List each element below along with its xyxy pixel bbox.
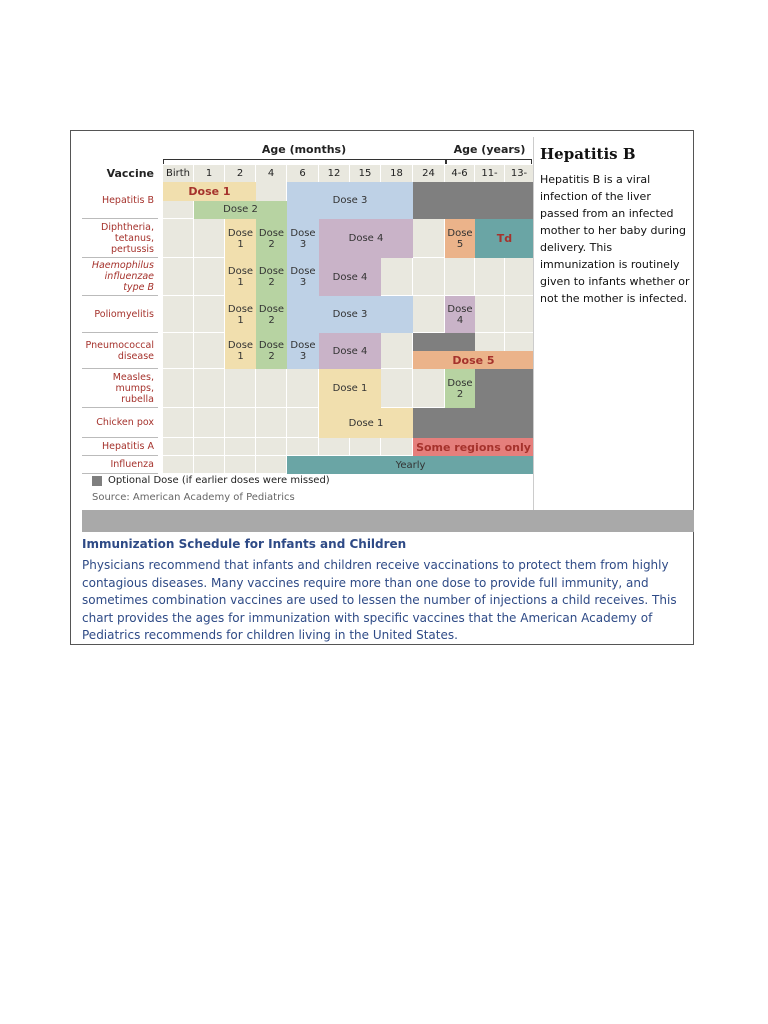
vaccine-name-text: Influenza — [110, 459, 154, 470]
schedule-cell — [445, 258, 475, 296]
schedule-cell — [256, 438, 287, 456]
column-header: 6 — [287, 165, 319, 182]
schedule-cell — [194, 438, 225, 456]
column-header: 12 — [319, 165, 350, 182]
legend-label: Optional Dose (if earlier doses were missed) — [108, 475, 330, 486]
dose-bar: Dose 5 — [445, 219, 475, 258]
column-header: Birth — [163, 165, 194, 182]
schedule-cell — [194, 369, 225, 408]
dose-bar: Dose 1 — [225, 296, 256, 333]
schedule-cell — [381, 333, 413, 369]
column-header: 4 — [256, 165, 287, 182]
schedule-cell — [505, 296, 534, 333]
dose-bar: Dose 4 — [319, 333, 381, 369]
schedule-cell — [413, 258, 445, 296]
dose-bar: Dose 4 — [319, 258, 381, 296]
schedule-cell — [163, 369, 194, 408]
schedule-cell — [225, 408, 256, 438]
schedule-cell — [475, 258, 505, 296]
schedule-cell — [225, 456, 256, 474]
vaccine-name — [82, 369, 158, 408]
vaccine-name-text: Chicken pox — [96, 417, 154, 428]
dose-bar: Dose 3 — [287, 182, 413, 219]
vaccine-name — [82, 182, 158, 219]
sidebar-title: Hepatitis B — [540, 145, 636, 163]
schedule-cell — [413, 369, 445, 408]
schedule-cell — [225, 438, 256, 456]
optional-dose-bar — [413, 182, 534, 219]
dose-bar: Dose 2 — [445, 369, 475, 408]
schedule-cell — [194, 456, 225, 474]
vaccine-name-text: Poliomyelitis — [94, 308, 154, 320]
schedule-cell — [505, 258, 534, 296]
schedule-cell — [381, 369, 413, 408]
dose-bar: Dose 4 — [319, 219, 413, 258]
schedule-cell — [194, 333, 225, 369]
schedule-cell — [413, 296, 445, 333]
dose-bar: Dose 4 — [445, 296, 475, 333]
schedule-cell — [413, 219, 445, 258]
schedule-cell — [163, 258, 194, 296]
legend — [92, 475, 330, 486]
schedule-cell — [256, 408, 287, 438]
optional-dose-bar — [475, 369, 534, 408]
gray-divider-bar — [82, 510, 694, 532]
caption-body: Physicians recommend that infants and children receive vaccinations to protect them from highly contagious diseases. Many vaccines require more than one dose to provide full immunity, and sometimes combination vaccines are used to lessen the number of injections a child receives. This chart provides the ages for immunization with specific vaccines that the American Academy of Pediatrics recommends for children living in the United States. — [82, 558, 677, 642]
schedule-cell — [163, 333, 194, 369]
column-header: 24 — [413, 165, 445, 182]
age-months-header: Age (months) — [261, 143, 347, 156]
dose-bar: Dose 3 — [287, 333, 319, 369]
dose-bar: Dose 3 — [287, 219, 319, 258]
age-years-bracket — [445, 159, 532, 164]
dose-bar: Dose 1 — [225, 333, 256, 369]
schedule-cell — [163, 456, 194, 474]
vaccine-column-header: Vaccine — [106, 167, 154, 180]
dose-bar: Dose 3 — [287, 296, 413, 333]
caption-title: Immunization Schedule for Infants and Children — [82, 537, 407, 551]
dose-bar: Some regions only — [413, 438, 534, 456]
dose-bar: Dose 5 — [413, 351, 534, 369]
chart-divider — [533, 137, 534, 511]
column-header: 15 — [350, 165, 381, 182]
schedule-cell — [287, 369, 319, 408]
dose-bar: Dose 3 — [287, 258, 319, 296]
legend-swatch — [92, 476, 102, 486]
vaccine-name — [82, 258, 158, 296]
column-header: 13- — [505, 165, 534, 182]
dose-bar: Dose 2 — [194, 201, 287, 220]
vaccine-name — [82, 456, 158, 474]
optional-dose-bar — [413, 408, 534, 438]
column-header: 1 — [194, 165, 225, 182]
vaccine-name-text: Diphtheria, tetanus, pertussis — [101, 221, 154, 255]
dose-bar: Dose 1 — [225, 258, 256, 296]
dose-bar: Dose 1 — [225, 219, 256, 258]
dose-bar: Dose 2 — [256, 296, 287, 333]
vaccine-name-text: Hepatitis A — [101, 441, 154, 452]
vaccine-name — [82, 219, 158, 258]
column-header: 11- — [475, 165, 505, 182]
sidebar-text: Hepatitis B is a viral infection of the liver passed from an infected mother to her baby during delivery. This immunization is routinely given to infants whether or not the mother is infected. — [540, 173, 690, 305]
schedule-cell — [287, 438, 319, 456]
dose-bar: Dose 2 — [256, 258, 287, 296]
schedule-cell — [350, 438, 381, 456]
schedule-cell — [287, 408, 319, 438]
dose-bar: Dose 1 — [163, 182, 256, 201]
schedule-cell — [381, 438, 413, 456]
column-header: 18 — [381, 165, 413, 182]
schedule-cell — [163, 408, 194, 438]
dose-bar: Dose 1 — [319, 408, 413, 438]
vaccine-name — [82, 408, 158, 438]
dose-bar: Td — [475, 219, 534, 258]
vaccine-name — [82, 333, 158, 369]
vaccine-name-text: Pneumococcal disease — [85, 339, 154, 362]
schedule-cell — [381, 258, 413, 296]
vaccine-name-text: Measles, mumps, rubella — [112, 371, 154, 405]
vaccine-name — [82, 438, 158, 456]
dose-bar: Dose 2 — [256, 333, 287, 369]
schedule-cell — [194, 258, 225, 296]
schedule-cell — [256, 456, 287, 474]
vaccine-name-text: Hepatitis B — [101, 194, 154, 206]
dose-bar: Dose 2 — [256, 219, 287, 258]
schedule-cell — [194, 408, 225, 438]
age-years-header: Age (years) — [453, 143, 526, 156]
schedule-cell — [225, 369, 256, 408]
optional-dose-bar — [413, 333, 475, 351]
figure-frame — [70, 130, 694, 645]
schedule-cell — [194, 219, 225, 258]
schedule-cell — [475, 296, 505, 333]
source-note: Source: American Academy of Pediatrics — [92, 492, 295, 503]
vaccine-name-text: Haemophilus influenzae type B — [91, 260, 154, 293]
column-header: 4-6 — [445, 165, 475, 182]
schedule-cell — [163, 296, 194, 333]
dose-bar: Yearly — [287, 456, 534, 474]
dose-bar: Dose 1 — [319, 369, 381, 408]
schedule-cell — [256, 369, 287, 408]
schedule-cell — [163, 219, 194, 258]
column-header: 2 — [225, 165, 256, 182]
schedule-cell — [194, 296, 225, 333]
vaccine-name — [82, 296, 158, 333]
age-months-bracket — [163, 159, 447, 164]
schedule-cell — [319, 438, 350, 456]
schedule-cell — [163, 438, 194, 456]
immunization-chart — [82, 137, 534, 511]
